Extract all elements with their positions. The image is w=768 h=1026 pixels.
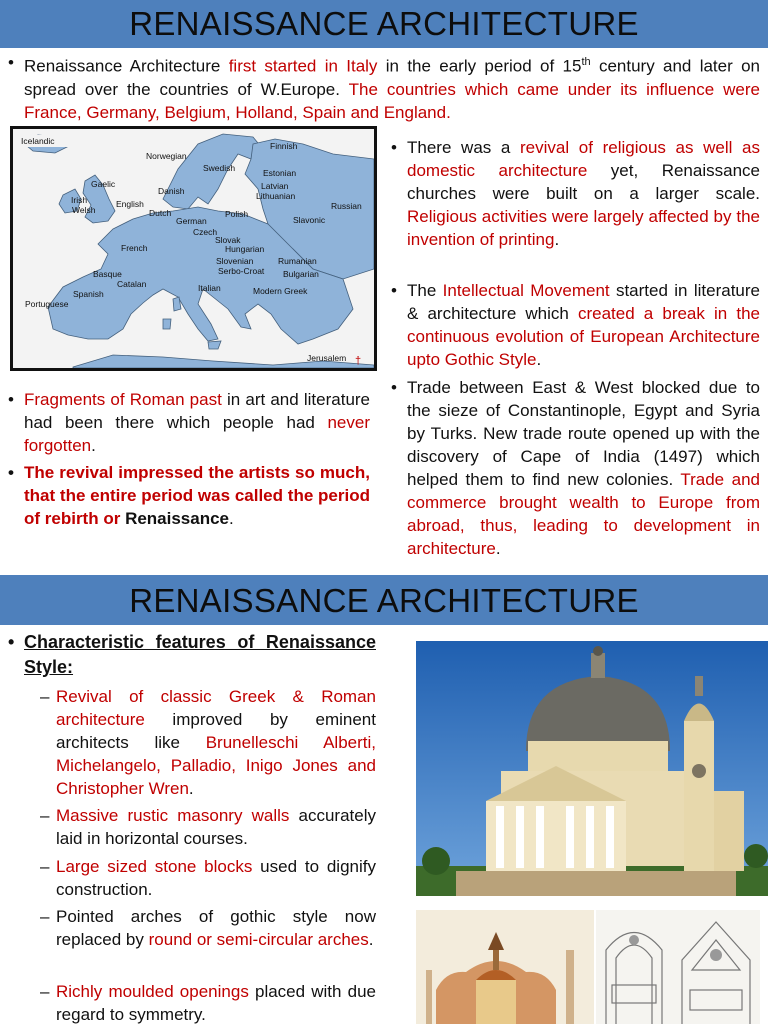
highlight-text: revival of religious as well as domestic architecture (407, 138, 761, 180)
map-label: Slavonic (293, 215, 326, 225)
feature-item-2: – Massive rustic masonry walls accurately laid in horizontal courses. (56, 804, 376, 850)
right-bullet-3: • Trade between East & West blocked due to the sieze of Constantinople, Egypt and Syria by Turks. New trade route opened up with the discovery of Cape of India (1497) which helped them to find new colonies. Trade and commerce brought wealth to Europe from abroad, thus, leading to development in architecture. (407, 376, 760, 560)
map-label: Estonian (263, 168, 297, 178)
intro-highlight: first started in Italy (228, 56, 378, 76)
highlight-text: The revival impressed the artists so much, that the entire period was called the period of rebirth or (24, 463, 370, 528)
map-label: Rumanian (278, 256, 317, 266)
map-label: Hungarian (225, 244, 265, 254)
map-label: Gaelic (91, 179, 116, 189)
map-label: Danish (158, 186, 185, 196)
map-label: Jerusalem (307, 353, 347, 363)
intro-paragraph (24, 51, 760, 124)
right-bullet-1: • There was a revival of religious as well as domestic architecture yet, Renaissance churches were built on a larger scale. Religious activities were largely affected by the invention of printing. (407, 136, 760, 251)
map-label: German (176, 216, 207, 226)
map-label: Finnish (270, 141, 298, 151)
map-label: Swedish (203, 163, 236, 173)
feature-item-3: – Large sized stone blocks used to dignify construction. (56, 855, 376, 901)
highlight-text: Fragments of Roman past (24, 390, 222, 409)
map-label: Welsh (72, 205, 96, 215)
map-label: Slovak (215, 235, 241, 245)
map-label: Italian (198, 283, 221, 293)
features-heading: • Characteristic features of Renaissance Style: (24, 630, 376, 680)
highlight-text: Intellectual Movement (442, 281, 610, 300)
left-bullet-2: • The revival impressed the artists so much, that the entire period was called the period of rebirth or Renaissance. (24, 461, 370, 530)
bold-text: Renaissance (125, 509, 230, 528)
intro-text: Renaissance Architecture (24, 56, 229, 76)
intro-sup: th (581, 56, 591, 68)
highlight-text: never forgotten (24, 413, 370, 455)
map-label: Lithuanian (256, 191, 296, 201)
map-label: Latvian (261, 181, 289, 191)
intro-highlight: The countries which came under its influence were France, Germany, Belgium, Holland, Spain and England. (24, 79, 761, 122)
map-label: Polish (225, 209, 249, 219)
map-label: Spanish (73, 289, 104, 299)
map-label: Slovenian (216, 256, 254, 266)
map-label: Czech (193, 227, 218, 237)
intro-text: in the early period of 15 (377, 56, 582, 76)
feature-item-5: – Richly moulded openings placed with due regard to symmetry. (56, 980, 376, 1026)
europe-language-map (10, 126, 377, 371)
map-label: Basque (93, 269, 122, 279)
window-engraving (596, 910, 760, 1024)
body-text: in art and literature had been there which people had (24, 390, 371, 432)
slide2-title: RENAISSANCE ARCHITECTURE (0, 575, 768, 625)
map-label: Bulgarian (283, 269, 319, 279)
map-label: Icelandic (21, 136, 55, 146)
highlight-text: Religious activities were largely affected by the invention of printing (407, 207, 760, 249)
map-label: Modern Greek (253, 286, 308, 296)
map-label: Portuguese (25, 299, 69, 309)
map-label: Catalan (117, 279, 147, 289)
right-bullet-2: • The Intellectual Movement started in literature & architecture which created a break in the continuous evolution of European Architecture upto Gothic Style. (407, 279, 760, 371)
facade-engraving (416, 910, 594, 1024)
map-label: Irish (71, 195, 88, 205)
intro-text: century and later on spread over the countries of W.Europe. (24, 56, 761, 99)
cross-icon: † (355, 355, 362, 367)
left-bullet-1: • Fragments of Roman past in art and literature had been there which people had never forgotten. (24, 388, 370, 457)
map-label: Russian (331, 201, 362, 211)
map-label: Dutch (149, 208, 172, 218)
map-label: English (116, 199, 144, 209)
map-label: French (121, 243, 148, 253)
map-label: Serbo-Croat (218, 266, 265, 276)
slide1-title: RENAISSANCE ARCHITECTURE (0, 0, 768, 48)
map-label: Norwegian (146, 151, 187, 161)
highlight-text: created a break in the continuous evolution of European Architecture upto Gothic Style (407, 304, 760, 369)
basilica-photo (416, 641, 768, 896)
feature-item-4: – Pointed arches of gothic style now replaced by round or semi-circular arches. (56, 905, 376, 951)
highlight-text: Trade and commerce brought wealth to Europe from abroad, thus, leading to development in architecture (407, 470, 760, 558)
feature-item-1: – Revival of classic Greek & Roman architecture improved by eminent architects like Brunelleschi Alberti, Michelangelo, Palladio, Inigo Jones and Christopher Wren. (56, 685, 376, 800)
